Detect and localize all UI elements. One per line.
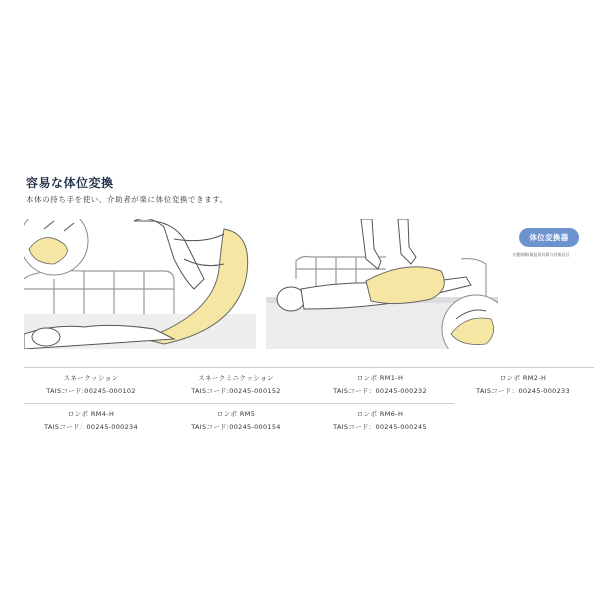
product-name: ロンポ RM6-H [356,410,404,418]
section-subtitle: 本体の持ち手を使い、介助者が楽に体位変換できます。 [26,195,228,204]
product-item [456,367,590,403]
product-row [24,367,594,403]
product-list [24,367,594,439]
illustration-patient-on-cushion [266,219,498,349]
product-item [313,367,447,403]
product-item [169,367,303,403]
product-item [313,403,447,439]
product-item [24,367,158,403]
product-row [24,403,594,439]
product-code: TAISコード：00245-000245 [333,423,427,431]
product-code: TAISコード:00245-000154 [191,423,281,431]
product-item [24,403,158,439]
illustration-caregiver-turning-patient [24,219,256,349]
product-name: ロンポ RM4-H [67,410,115,418]
badge-note: 介護保険/福祉用具貸与対象品目 [512,252,570,257]
product-name: ロンポ RM1-H [356,374,404,382]
product-code: TAISコード：00245-000233 [476,387,570,395]
product-code: TAISコード:00245-000102 [46,387,136,395]
product-name: ロンポ RM5 [216,410,256,418]
product-item [169,403,303,439]
product-code: TAISコード:00245-000152 [191,387,281,395]
product-name: スネークミニクッション [198,374,274,382]
product-code: TAISコード：00245-000234 [44,423,138,431]
product-code: TAISコード：00245-000232 [333,387,427,395]
product-name: ロンポ RM2-H [499,374,547,382]
product-name: スネークッション [63,374,119,382]
category-badge: 体位変換器 [519,228,579,247]
section-heading: 容易な体位変換 [26,176,114,190]
